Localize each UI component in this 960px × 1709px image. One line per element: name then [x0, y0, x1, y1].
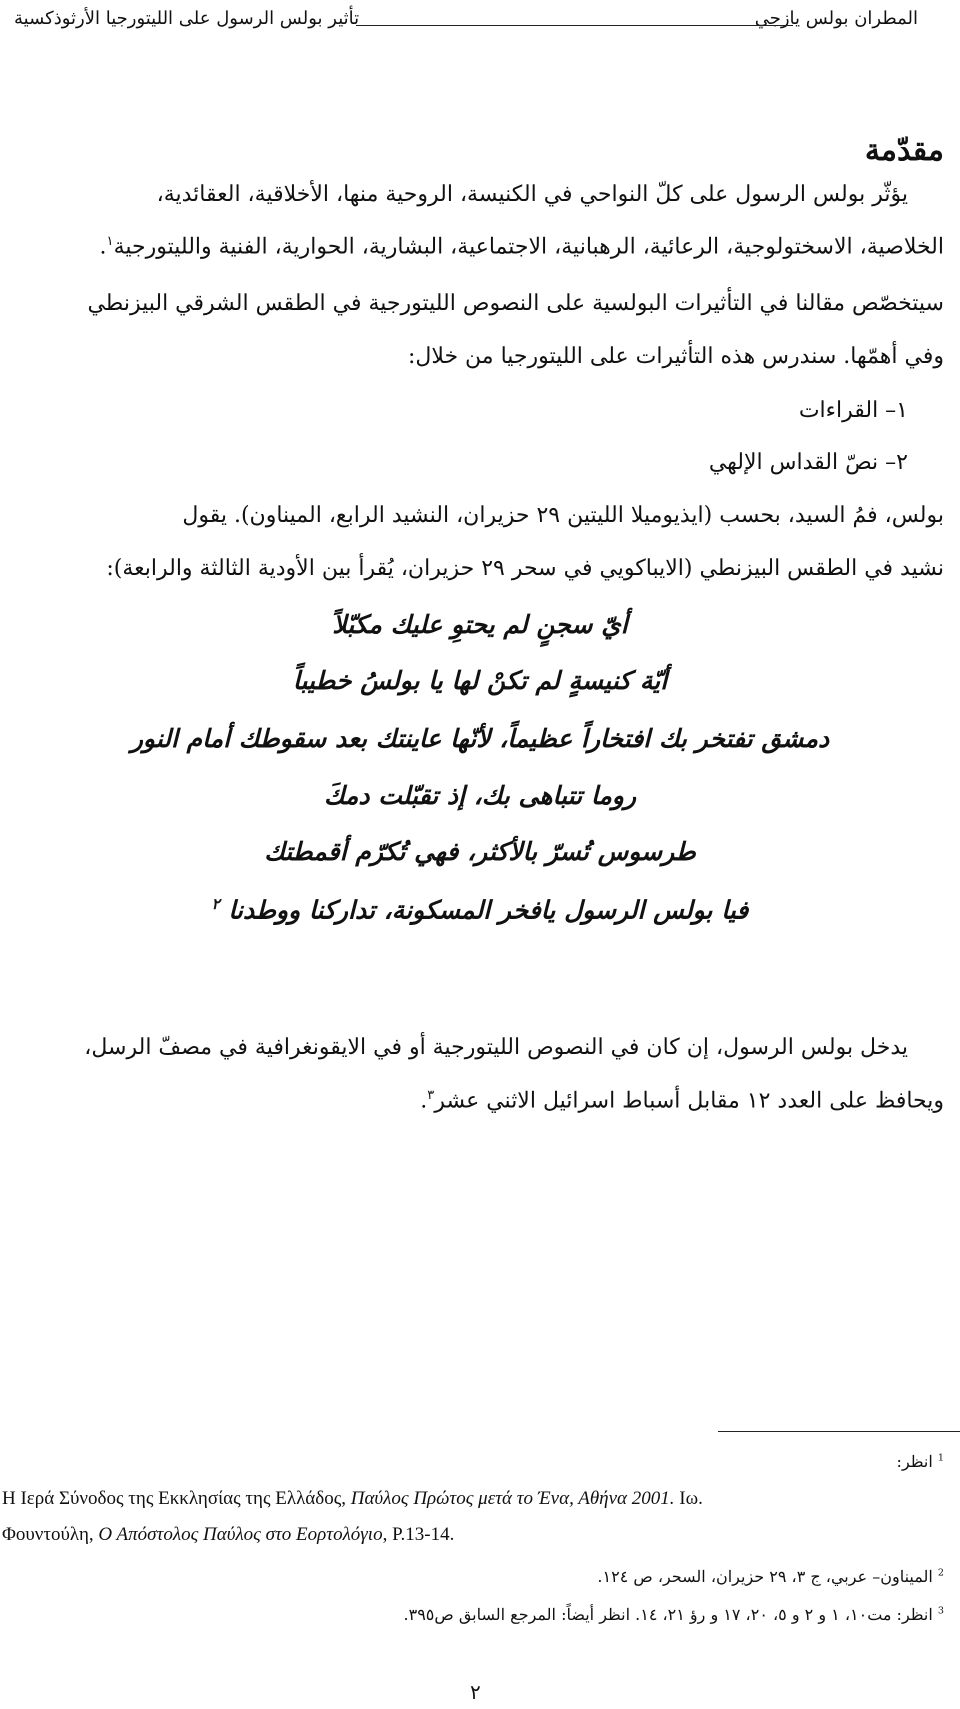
footnote-rule — [718, 1431, 960, 1432]
footnote-number: 3 — [937, 1605, 944, 1617]
paragraph-line: سيتخصّص مقالنا في التأثيرات البولسية على النصوص الليتورجية في الطقس الشرقي البيزنطي — [87, 291, 944, 316]
footnote-number: 1 — [937, 1452, 944, 1464]
hymn-line: أيّة كنيسةٍ لم تكنْ لها يا بولسُ خطيباً — [292, 666, 668, 695]
paragraph-line: يدخل بولس الرسول، إن كان في النصوص الليتورجية أو في الايقونغرافية في مصفّ الرسل، — [84, 1035, 908, 1060]
list-item-liturgy: ٢– نصّ القداس الإلهي — [708, 450, 908, 475]
hymn-line: روما تتباهى بك، إذ تقبّلت دمكَ — [323, 781, 637, 810]
hymn-line: دمشق تفتخر بك افتخاراً عظيماً، لأنّها عاينتك بعد سقوطك أمام النور — [130, 724, 830, 753]
footnote-1-intro: $^1$ انظر: — [896, 1452, 944, 1471]
hymn-line: طرسوس تُسرّ بالأكثر، فهي تُكرّم أقمطتك — [264, 837, 696, 866]
hymn-line: أيّ سجنٍ لم يحتوِ عليك مكبّلاً — [332, 610, 628, 639]
footnote-ref: ٢ — [211, 895, 220, 913]
section-title: مقدّمة — [864, 133, 944, 168]
footnote-ref: ٣ — [427, 1088, 435, 1103]
footnote-ref: ١ — [106, 234, 114, 249]
paragraph-line: نشيد في الطقس البيزنطي (الايباكويي في سحر ٢٩ حزيران، يُقرأ بين الأودية الثالثة والرابعة): — [106, 556, 944, 581]
paragraph-line: ويحافظ على العدد ١٢ مقابل أسباط اسرائيل الاثني عشر$^٣$. — [420, 1088, 944, 1114]
list-item-readings: ١– القراءات — [798, 398, 908, 423]
paragraph-line: بولس، فمُ السيد، بحسب (ايذيوميلا الليتين ٢٩ حزيران، النشيد الرابع، الميناون). يقول — [182, 503, 944, 528]
running-header-rule — [356, 25, 793, 26]
footnote-2: $^2$ الميناون– عربي، ج ٣، ٢٩ حزيران، السحر، ص ١٢٤. — [597, 1567, 944, 1586]
running-header-title: تأثير بولس الرسول على الليتورجيا الأرثوذكسية — [14, 8, 360, 29]
footnote-1-line1: Η Ιερά Σύνοδος της Εκκλησίας της Ελλάδος, Παύλος Πρώτος μετά το Ένα, Αθήνα 2001. Ιω. — [2, 1488, 703, 1509]
paragraph-line: الخلاصية، الاسختولوجية، الرعائية، الرهبانية، الاجتماعية، البشارية، الحوارية، الفنية والليتورجية$^١$. — [99, 234, 944, 260]
paragraph-line: يؤثّر بولس الرسول على كلّ النواحي في الكنيسة، الروحية منها، الأخلاقية، العقائدية، — [156, 182, 908, 207]
page-number: ٢ — [470, 1680, 481, 1704]
paragraph-line: وفي أهمّها. سندرس هذه التأثيرات على الليتورجيا من خلال: — [407, 344, 944, 369]
footnote-number: 2 — [937, 1567, 944, 1579]
footnote-1-line2: Φουντούλη, Ο Απόστολος Παύλος στο Εορτολόγιο, P.13-14. — [2, 1524, 455, 1545]
footnote-3: $^3$ انظر: مت١٠، ١ و ٢ و ٥، ٢٠، ١٧ و رؤ ٢١، ١٤. انظر أيضاً: المرجع السابق ص٣٩٥. — [403, 1605, 944, 1624]
running-header-author: المطران بولس يازجي — [754, 8, 918, 29]
hymn-line: فيا بولس الرسول يافخر المسكونة، تداركنا ووطدنا $^٢$ — [211, 895, 749, 925]
